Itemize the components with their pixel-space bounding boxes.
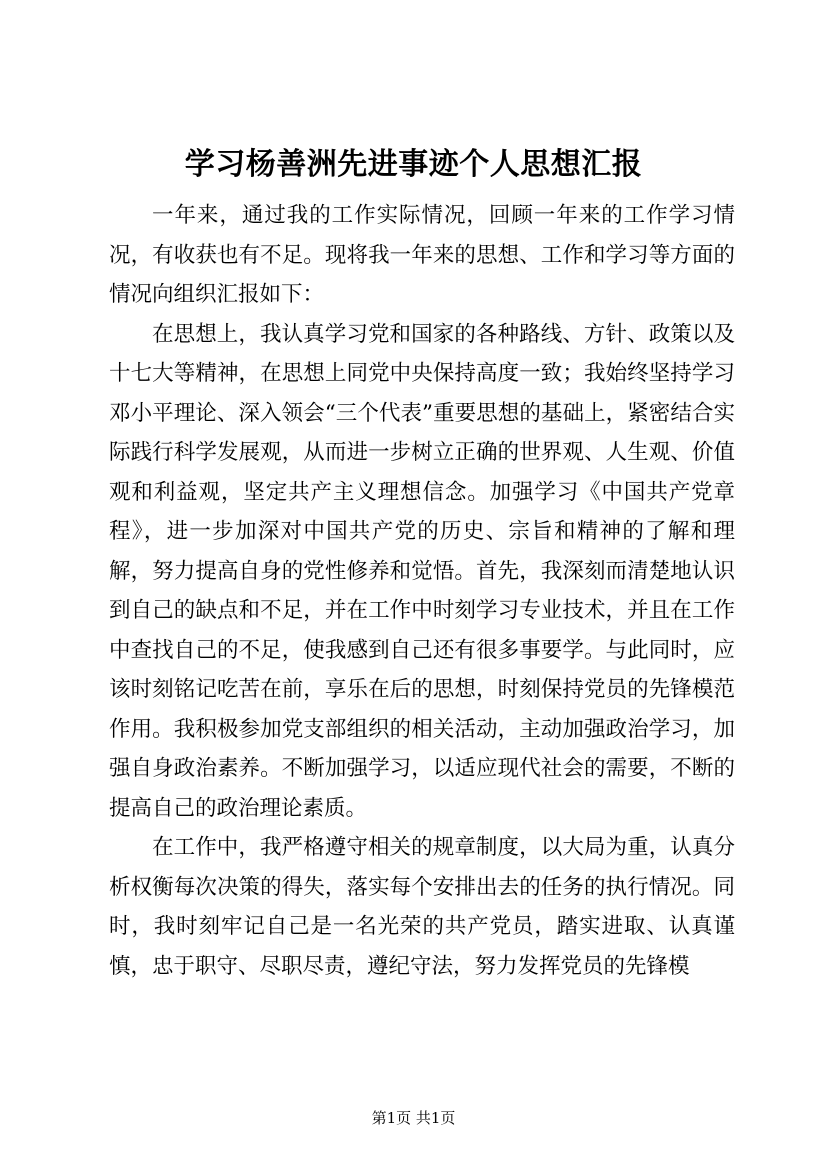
paragraph-intro: 一年来，通过我的工作实际情况，回顾一年来的工作学习情况，有收获也有不足。现将我一年来的思想、工作和学习等方面的情况向组织汇报如下： (109, 203, 735, 307)
document-body (109, 196, 735, 986)
paragraph-thought: 在思想上，我认真学习党和国家的各种路线、方针、政策以及十七大等精神，在思想上同党中央保持高度一致；我始终坚持学习邓小平理论、深入领会“三个代表”重要思想的基础上，紧密结合实际践行科学发展观，从而进一步树立正确的世界观、人生观、价值观和利益观，坚定共产主义理想信念。加强学习《中国共产党章程》，进一步加深对中国共产党的历史、宗旨和精神的了解和理解，努力提高自身的党性修养和觉悟。首先，我深刻而清楚地认识到自己的缺点和不足，并在工作中时刻学习专业技术，并且在工作中查找自己的不足，使我感到自己还有很多事要学。与此同时，应该时刻铭记吃苦在前，享乐在后的思想，时刻保持党员的先锋模范作用。我积极参加党支部组织的相关活动，主动加强政治学习，加强自身政治素养。不断加强学习，以适应现代社会的需要，不断的提高自己的政治理论素质。 (109, 321, 735, 821)
page-number-footer: 第1页 共1页 (371, 1109, 456, 1127)
document-title: 学习杨善洲先进事迹个人思想汇报 (184, 147, 643, 182)
paragraph-work: 在工作中，我严格遵守相关的规章制度，以大局为重，认真分析权衡每次决策的得失，落实每个安排出去的任务的执行情况。同时，我时刻牢记自己是一名光荣的共产党员，踏实进取、认真谨慎，忠于职守、尽职尽责，遵纪守法，努力发挥党员的先锋模 (109, 835, 735, 979)
